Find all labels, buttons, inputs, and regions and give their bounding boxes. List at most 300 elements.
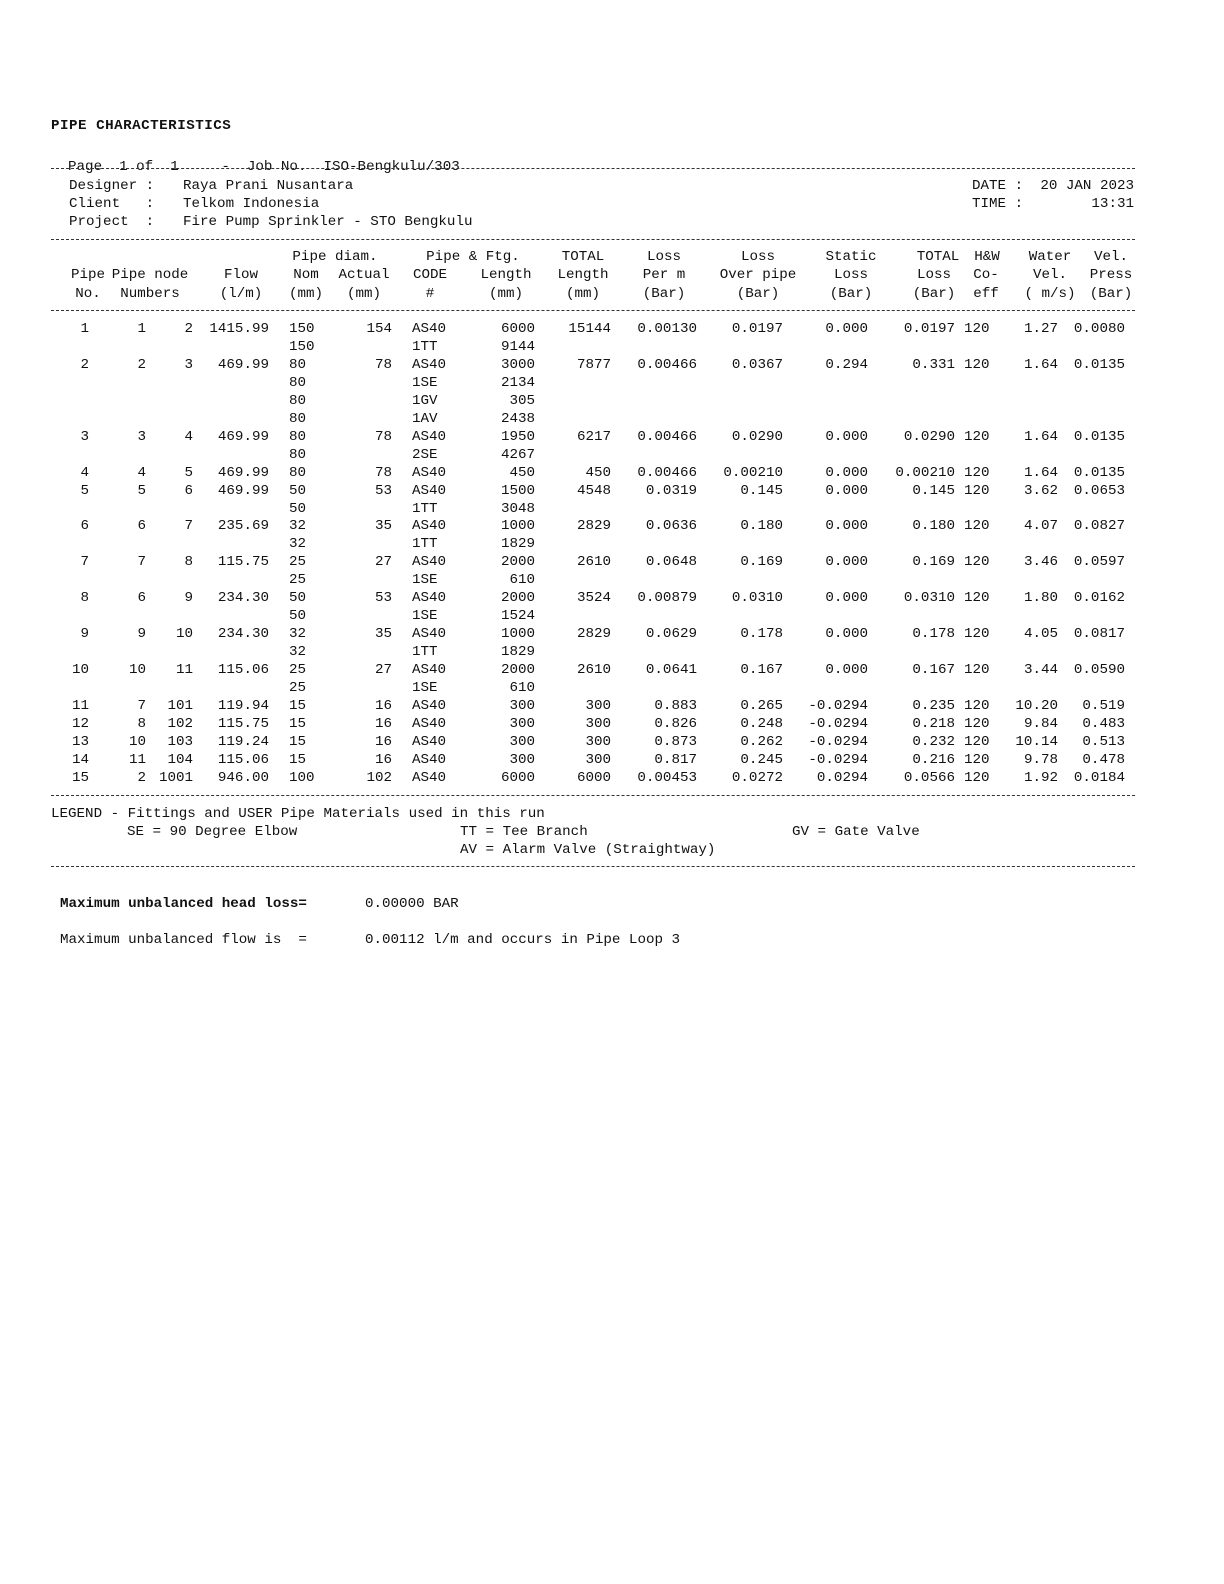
cell-n1: 11 [128,751,146,768]
cell-code: AS40 [412,321,447,337]
table-row [0,464,1224,482]
cell-len: 3000 [500,356,535,373]
cell-lop: 0.0197 [731,321,783,337]
cell-tlen: 6000 [576,769,611,786]
cell-hw: 120 [964,590,990,607]
cell-n2: 1001 [158,769,193,786]
cell-hw: 120 [964,751,990,768]
column-header: Length [557,267,609,283]
column-header: Static [825,249,877,265]
cell-nom: 150 [289,321,315,337]
cell-lop: 0.180 [740,518,783,535]
cell-n1: 6 [137,518,146,535]
cell-no: 10 [71,662,89,679]
cell-len: 1829 [500,644,535,661]
cell-len: 300 [509,733,535,750]
cell-n2: 103 [167,733,193,750]
column-header: Per m [642,267,686,283]
column-header: CODE [412,267,448,283]
cell-vel: 9.84 [1023,715,1058,732]
cell-vp: 0.483 [1082,715,1125,732]
cell-tlen: 4548 [576,482,611,499]
cell-nom: 80 [289,374,307,391]
head-loss-value: 0.00000 BAR [365,896,459,912]
cell-flow: 469.99 [217,464,269,481]
cell-code: AS40 [412,356,447,373]
cell-lop: 0.0310 [731,590,783,607]
cell-flow: 115.75 [217,554,269,571]
cell-vp: 0.478 [1082,751,1125,768]
cell-vp: 0.0597 [1073,554,1125,571]
cell-act: 16 [374,697,392,714]
cell-no: 4 [80,464,89,481]
table-row [0,320,1224,338]
cell-lpm: 0.873 [654,733,697,750]
column-header: Loss [740,249,776,265]
cell-code: AS40 [412,518,447,535]
cell-lpm: 0.00453 [637,769,697,786]
column-header: TOTAL [916,249,960,265]
column-header: # [425,286,435,302]
table-fitting-row [0,374,1224,392]
column-header: Pipe node [111,267,189,283]
cell-vel: 1.64 [1023,356,1058,373]
time-value: 13:31 [1091,196,1134,212]
cell-n1: 1 [137,321,146,337]
column-header: Press [1089,267,1133,283]
column-header: Flow [223,267,259,283]
cell-vp: 0.0080 [1073,321,1125,337]
cell-nom: 50 [289,590,307,607]
cell-len: 2134 [500,374,535,391]
cell-nom: 80 [289,428,307,445]
cell-lpm: 0.0648 [645,554,697,571]
cell-act: 35 [374,626,392,643]
table-fitting-row [0,643,1224,661]
cell-no: 6 [80,518,89,535]
table-row [0,517,1224,535]
column-header: Length [480,267,532,283]
cell-flow: 1415.99 [209,321,269,337]
cell-flow: 469.99 [217,428,269,445]
cell-len: 1950 [500,428,535,445]
cell-code: AS40 [412,662,447,679]
designer-value: Raya Prani Nusantara [183,178,354,194]
cell-nom: 80 [289,392,307,409]
column-header: H&W [974,249,1000,265]
column-header: Loss [833,267,869,283]
cell-lpm: 0.0319 [645,482,697,499]
cell-hw: 120 [964,428,990,445]
table-fitting-row [0,410,1224,428]
cell-lpm: 0.0636 [645,518,697,535]
cell-vp: 0.0184 [1073,769,1125,786]
cell-tloss: 0.331 [912,356,955,373]
cell-stat: 0.000 [825,518,868,535]
cell-flow: 469.99 [217,482,269,499]
table-fitting-row [0,535,1224,553]
cell-no: 13 [71,733,89,750]
cell-stat: 0.000 [825,626,868,643]
head-loss-label: Maximum unbalanced head loss= [60,896,307,912]
cell-act: 78 [374,464,392,481]
cell-vp: 0.0590 [1073,662,1125,679]
cell-tlen: 15144 [568,321,611,337]
cell-nom: 50 [289,500,307,517]
cell-vel: 10.20 [1015,697,1058,714]
column-header: Loss [916,267,952,283]
cell-n1: 3 [137,428,146,445]
cell-len: 450 [509,464,535,481]
cell-lop: 0.0367 [731,356,783,373]
cell-nom: 32 [289,536,307,553]
cell-lop: 0.00210 [723,464,783,481]
cell-n2: 10 [175,626,193,643]
legend-tt: TT = Tee Branch [460,824,588,840]
job-number: ISO-Bengkulu/303 [323,159,460,175]
cell-n1: 7 [137,554,146,571]
cell-tlen: 2829 [576,626,611,643]
cell-vel: 1.64 [1023,428,1058,445]
cell-act: 53 [374,590,392,607]
table-fitting-row [0,392,1224,410]
cell-lpm: 0.0641 [645,662,697,679]
column-header: Over pipe [719,267,797,283]
cell-nom: 32 [289,626,307,643]
cell-code: 1TT [412,500,438,517]
cell-act: 102 [366,769,392,786]
cell-code: 1AV [412,410,438,427]
cell-tloss: 0.0310 [903,590,955,607]
cell-n1: 2 [137,356,146,373]
cell-n2: 4 [184,428,193,445]
cell-n1: 10 [128,662,146,679]
cell-nom: 32 [289,518,307,535]
cell-nom: 80 [289,356,307,373]
cell-no: 5 [80,482,89,499]
cell-len: 610 [509,572,535,589]
cell-code: 1SE [412,572,438,589]
cell-len: 3048 [500,500,535,517]
cell-nom: 25 [289,680,307,696]
time-label: TIME : [972,196,1024,212]
cell-hw: 120 [964,697,990,714]
cell-no: 3 [80,428,89,445]
cell-stat: 0.000 [825,321,868,337]
cell-nom: 25 [289,554,307,571]
column-header: No. [75,286,101,302]
cell-flow: 115.06 [217,662,269,679]
column-header: (l/m) [219,286,263,302]
cell-tloss: 0.00210 [895,464,955,481]
date-label: DATE : [972,178,1024,194]
column-header: Pipe [70,267,106,283]
cell-nom: 150 [289,338,315,355]
cell-lop: 0.169 [740,554,783,571]
cell-vp: 0.0135 [1073,464,1125,481]
cell-lpm: 0.817 [654,751,697,768]
cell-tlen: 6217 [576,428,611,445]
cell-vel: 1.64 [1023,464,1058,481]
cell-no: 11 [71,697,89,714]
cell-len: 1829 [500,536,535,553]
legend-title: LEGEND - Fittings and USER Pipe Materials used in this run [51,806,545,822]
cell-no: 7 [80,554,89,571]
cell-lpm: 0.00879 [637,590,697,607]
cell-stat: -0.0294 [808,715,868,732]
cell-lop: 0.245 [740,751,783,768]
cell-stat: 0.000 [825,464,868,481]
cell-hw: 120 [964,518,990,535]
cell-code: AS40 [412,626,447,643]
cell-tlen: 450 [585,464,611,481]
cell-lop: 0.248 [740,715,783,732]
column-header: (Bar) [1089,286,1133,302]
table-row [0,715,1224,733]
cell-tloss: 0.235 [912,697,955,714]
cell-nom: 32 [289,644,307,661]
cell-tlen: 300 [585,697,611,714]
legend-se: SE = 90 Degree Elbow [127,824,298,840]
cell-vel: 4.07 [1023,518,1058,535]
cell-lop: 0.0290 [731,428,783,445]
cell-tlen: 300 [585,715,611,732]
flow-value: 0.00112 l/m and occurs in Pipe Loop 3 [365,932,681,948]
cell-no: 1 [80,321,89,337]
cell-code: 1TT [412,536,438,553]
cell-stat: 0.294 [825,356,868,373]
cell-hw: 120 [964,554,990,571]
cell-len: 300 [509,697,535,714]
cell-n2: 102 [167,715,193,732]
column-header: Numbers [120,286,180,302]
cell-tloss: 0.169 [912,554,955,571]
table-row [0,751,1224,769]
cell-code: AS40 [412,554,447,571]
column-header: (mm) [488,286,524,302]
column-header: Loss [646,249,682,265]
cell-lop: 0.262 [740,733,783,750]
cell-len: 1000 [500,626,535,643]
cell-n1: 6 [137,590,146,607]
table-row [0,482,1224,500]
table-fitting-row [0,500,1224,518]
cell-hw: 120 [964,626,990,643]
cell-nom: 15 [289,697,307,714]
cell-n2: 104 [167,751,193,768]
cell-lop: 0.167 [740,662,783,679]
cell-lpm: 0.826 [654,715,697,732]
cell-hw: 120 [964,321,990,337]
table-row [0,356,1224,374]
column-header: ( m/s) [1024,286,1076,302]
cell-flow: 234.30 [217,626,269,643]
cell-vp: 0.0827 [1073,518,1125,535]
table-row [0,697,1224,715]
cell-code: 1TT [412,338,438,355]
cell-lpm: 0.0629 [645,626,697,643]
cell-code: AS40 [412,590,447,607]
cell-tloss: 0.0566 [903,769,955,786]
cell-flow: 946.00 [217,769,269,786]
cell-no: 15 [71,769,89,786]
cell-n1: 9 [137,626,146,643]
cell-act: 16 [374,733,392,750]
cell-nom: 80 [289,410,307,427]
designer-label: Designer : [69,178,155,194]
cell-stat: -0.0294 [808,697,868,714]
column-header: TOTAL [561,249,605,265]
cell-vp: 0.0817 [1073,626,1125,643]
cell-nom: 100 [289,769,315,786]
column-header: Co- [973,267,999,283]
flow-label: Maximum unbalanced flow is = [60,932,307,948]
cell-tlen: 300 [585,751,611,768]
table-fitting-row [0,571,1224,589]
cell-code: 1TT [412,644,438,661]
table-fitting-row [0,446,1224,464]
cell-n1: 5 [137,482,146,499]
project-label: Project : [69,214,155,230]
cell-len: 2000 [500,662,535,679]
column-header: Pipe & Ftg. [426,249,520,265]
cell-stat: 0.000 [825,554,868,571]
cell-flow: 234.30 [217,590,269,607]
cell-code: 1SE [412,374,438,391]
table-row [0,661,1224,679]
cell-len: 305 [509,392,535,409]
cell-vel: 3.46 [1023,554,1058,571]
cell-vp: 0.0135 [1073,356,1125,373]
cell-n1: 7 [137,697,146,714]
page-total: 1 [170,159,179,175]
cell-vel: 3.62 [1023,482,1058,499]
column-header: (mm) [346,286,382,302]
cell-n1: 2 [137,769,146,786]
cell-code: AS40 [412,715,447,732]
cell-tloss: 0.167 [912,662,955,679]
cell-n2: 9 [184,590,193,607]
column-header: Nom [293,267,319,283]
cell-nom: 25 [289,662,307,679]
cell-flow: 119.24 [217,733,269,750]
job-label: Job No. [246,159,307,175]
cell-hw: 120 [964,715,990,732]
cell-len: 6000 [500,321,535,337]
cell-lop: 0.145 [740,482,783,499]
cell-code: 1SE [412,608,438,625]
cell-len: 2438 [500,410,535,427]
cell-vp: 0.513 [1082,733,1125,750]
cell-nom: 15 [289,715,307,732]
cell-vel: 9.78 [1023,751,1058,768]
column-header: (mm) [565,286,601,302]
legend-av: AV = Alarm Valve (Straightway) [460,842,716,858]
divider [51,866,1135,867]
client-label: Client : [69,196,155,212]
cell-len: 2000 [500,590,535,607]
cell-len: 6000 [500,769,535,786]
cell-tloss: 0.0290 [903,428,955,445]
cell-flow: 469.99 [217,356,269,373]
cell-stat: -0.0294 [808,733,868,750]
column-header: (Bar) [642,286,686,302]
cell-hw: 120 [964,769,990,786]
cell-vel: 1.27 [1023,321,1058,337]
cell-vp: 0.0135 [1073,428,1125,445]
cell-vel: 1.92 [1023,769,1058,786]
page-number: 1 [119,159,128,175]
cell-lop: 0.178 [740,626,783,643]
cell-lpm: 0.00130 [637,321,697,337]
cell-tloss: 0.178 [912,626,955,643]
cell-flow: 115.75 [217,715,269,732]
cell-hw: 120 [964,464,990,481]
cell-no: 2 [80,356,89,373]
divider [51,310,1135,311]
cell-tloss: 0.216 [912,751,955,768]
cell-nom: 80 [289,464,307,481]
cell-stat: 0.000 [825,590,868,607]
cell-tloss: 0.0197 [903,321,955,337]
cell-code: AS40 [412,769,447,786]
cell-vel: 1.80 [1023,590,1058,607]
project-value: Fire Pump Sprinkler - STO Bengkulu [183,214,473,230]
cell-hw: 120 [964,356,990,373]
cell-no: 8 [80,590,89,607]
cell-len: 1524 [500,608,535,625]
table-row [0,733,1224,751]
cell-nom: 50 [289,482,307,499]
column-header: Actual [338,267,390,283]
cell-stat: 0.000 [825,482,868,499]
cell-len: 1000 [500,518,535,535]
legend-gv: GV = Gate Valve [792,824,920,840]
client-value: Telkom Indonesia [183,196,320,212]
of-label: of [136,159,154,175]
column-header: (Bar) [829,286,873,302]
cell-n1: 4 [137,464,146,481]
cell-code: AS40 [412,733,447,750]
table-row [0,428,1224,446]
cell-no: 9 [80,626,89,643]
cell-vp: 0.519 [1082,697,1125,714]
cell-lop: 0.265 [740,697,783,714]
cell-act: 27 [374,662,392,679]
cell-tloss: 0.145 [912,482,955,499]
cell-vp: 0.0162 [1073,590,1125,607]
cell-n2: 5 [184,464,193,481]
cell-act: 16 [374,715,392,732]
cell-n2: 2 [184,321,193,337]
cell-lpm: 0.00466 [637,356,697,373]
cell-code: AS40 [412,697,447,714]
column-header: Vel. [1032,267,1068,283]
cell-act: 78 [374,356,392,373]
cell-lpm: 0.00466 [637,464,697,481]
cell-tlen: 2829 [576,518,611,535]
cell-no: 14 [71,751,89,768]
cell-nom: 50 [289,608,307,625]
cell-stat: 0.000 [825,662,868,679]
date-value: 20 JAN 2023 [1040,178,1134,194]
cell-act: 16 [374,751,392,768]
cell-vel: 4.05 [1023,626,1058,643]
column-header: (mm) [288,286,324,302]
cell-len: 2000 [500,554,535,571]
cell-hw: 120 [964,733,990,750]
cell-len: 4267 [500,446,535,463]
